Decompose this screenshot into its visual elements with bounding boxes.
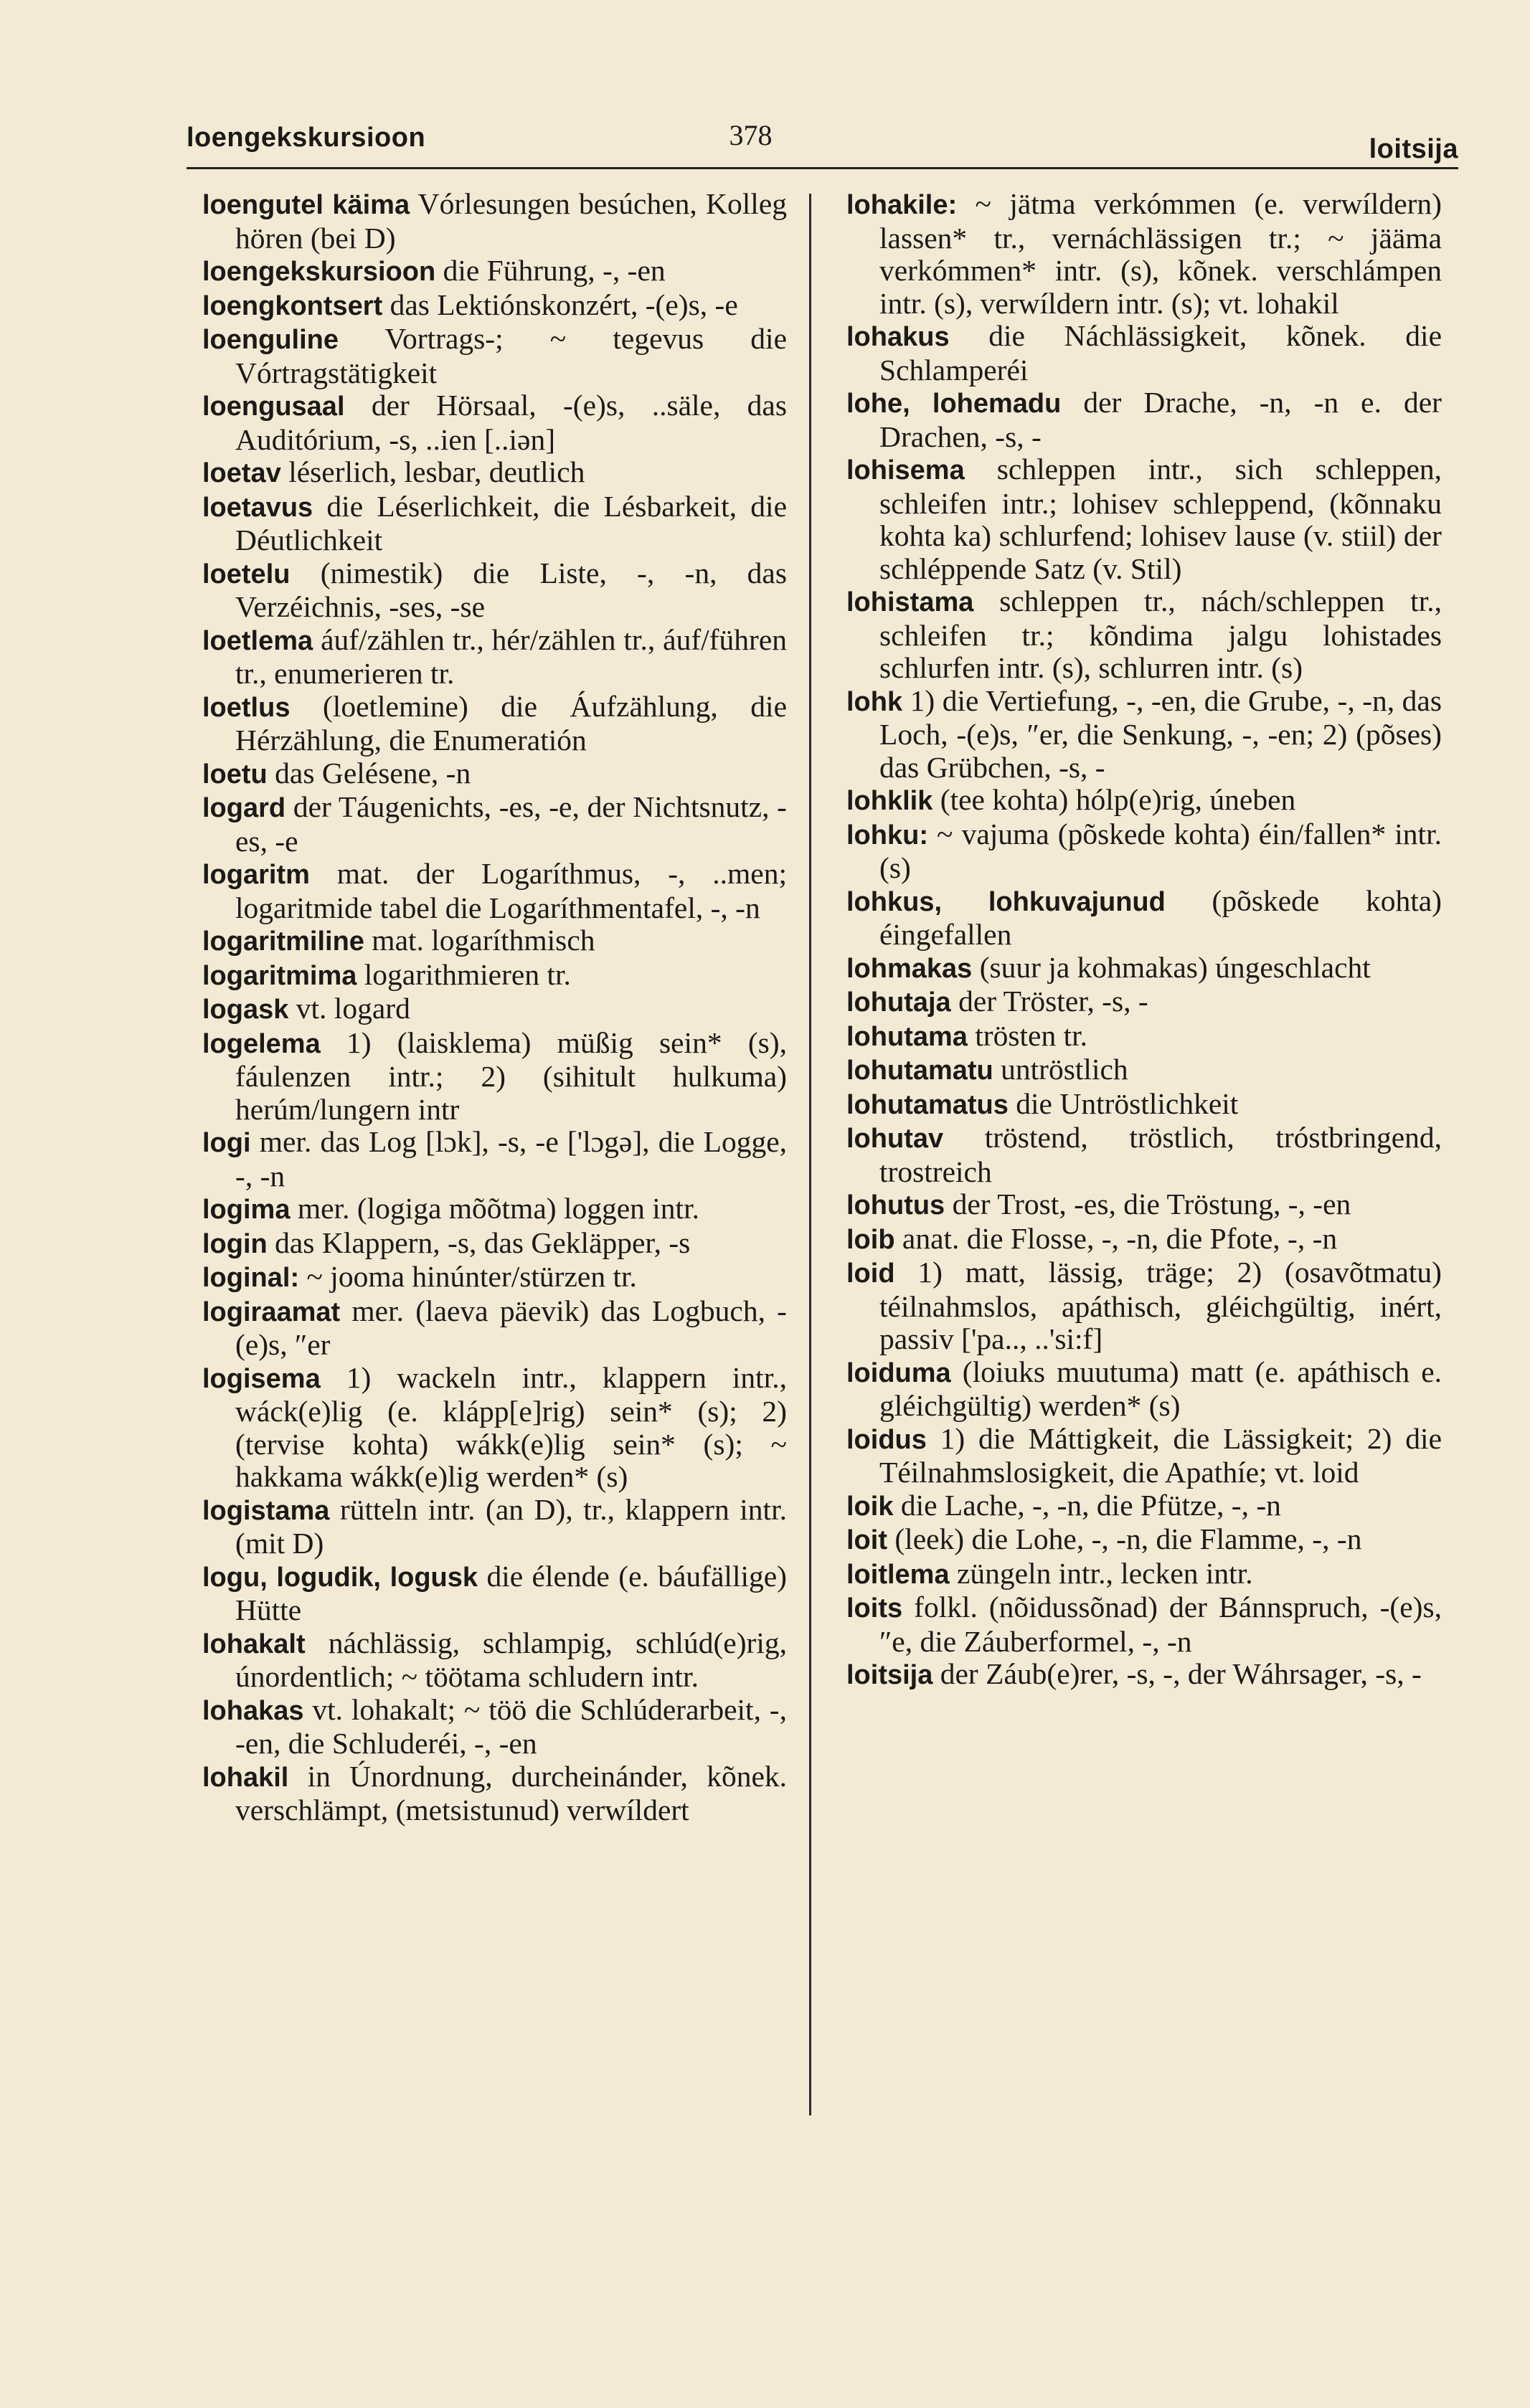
entry-headword: lohutamatus [846,1089,1009,1120]
entry-headword: lohklik [846,786,933,816]
entry-definition: (leek) die Lohe, -, -n, die Flamme, -, -n [887,1522,1362,1555]
entry-definition: mer. das Log [lɔk], -s, -e ['lɔgə], die Logge, -, -n [235,1125,787,1193]
entry-headword: loetlema [202,625,313,656]
dictionary-entry [202,1694,787,1760]
dictionary-entry [202,1494,787,1560]
entry-definition: der Trost, -es, die Tröstung, -, -en [945,1188,1351,1220]
dictionary-entry [846,585,1442,685]
dictionary-entry [846,952,1442,986]
entry-headword: lohakus [846,322,950,352]
entry-headword: logaritmiline [202,926,364,957]
entry-headword: loetlus [202,692,291,723]
entry-definition: untröstlich [993,1053,1128,1086]
entry-headword: loengutel käima [202,190,410,220]
entry-headword: loiduma [846,1357,951,1388]
dictionary-entry [846,685,1442,785]
dictionary-entry [202,757,787,792]
dictionary-entry [202,959,787,993]
page-header [186,108,1458,169]
dictionary-entry [202,1261,787,1295]
dictionary-entry [202,992,787,1027]
entry-definition: (nimestik) die Liste, -, -n, das Verzéichnis, -ses, -se [235,556,787,623]
entry-definition: (suur ja kohmakas) úngeschlacht [972,950,1371,984]
entry-headword: lohutama [846,1021,968,1052]
entry-definition: folkl. (nõidussõnad) der Bánnspruch, -(e)s, ″e, die Záuberformel, -, -n [879,1591,1442,1658]
dictionary-entry [846,985,1442,1020]
entry-headword: logisema [202,1363,321,1394]
dictionary-entry [846,1053,1442,1088]
entry-definition: mat. logaríthmisch [364,924,595,957]
entry-definition: 1) die Máttigkeit, die Lässigkeit; 2) die Téilnahmslosigkeit, die Apathíe; vt. loid [879,1421,1442,1489]
entry-headword: loidus [846,1424,927,1455]
entry-definition: die Léserlichkeit, die Lésbarkeit, die Déutlichkeit [235,489,787,556]
entry-definition: schleppen intr., sich schleppen, schleifen intr.; lohisev schleppend, (kõnnaku kohta ka) schlurfend; lohisev lause (v. stiil) der schléppende Satz (v. Stil) [879,452,1442,585]
dictionary-entry [846,1223,1442,1257]
dictionary-entry [846,1122,1442,1188]
entry-definition: (tee kohta) hólp(e)rig, úneben [932,783,1296,816]
dictionary-entry [202,624,787,691]
entry-headword: loib [846,1224,895,1255]
entry-definition: léserlich, lesbar, deutlich [280,455,585,488]
dictionary-entry [846,1020,1442,1054]
dictionary-entry [202,255,787,289]
entry-definition: (loetlemine) die Áufzählung, die Hérzählung, die Enumeratión [235,689,787,757]
dictionary-entry [202,289,787,323]
entry-definition: mer. (logiga mõõtma) loggen intr. [290,1192,699,1225]
entry-definition: die élende (e. báufällige) Hütte [235,1559,788,1626]
entry-definition: ~ jätma verkómmen (e. verwíldern) lassen* tr., vernáchlässigen tr.; ~ jääma verkómmen* intr. (s), kõnek. verschlámpen intr. (s), verwíldern intr. (s); vt. lohakil [879,187,1442,320]
entry-headword: lohmakas [846,953,973,984]
right-guide-word: loitsija [1369,134,1458,164]
entry-definition: 1) die Vertiefung, -, -en, die Grube, -, -n, das Loch, -(e)s, ″er, die Senkung, -, -en; 2) (põses) das Grübchen, -s, - [879,683,1442,784]
entry-definition: rütteln intr. (an D), tr., klappern intr. (mit D) [235,1492,787,1560]
entry-definition: vt. lohakalt; ~ töö die Schlúderarbeit, -, -en, die Schluderéi, -, -en [235,1692,787,1760]
entry-headword: lohku: [846,820,928,850]
entry-definition: áuf/zählen tr., hér/zählen tr., áuf/führen tr., enumerieren tr. [235,622,787,690]
column-divider [809,194,811,2115]
dictionary-entry [202,1760,787,1827]
dictionary-entry [846,1658,1442,1692]
right-column [846,188,1442,1692]
entry-definition: die Führung, -, -en [435,254,666,287]
dictionary-entry [846,1558,1442,1592]
entry-definition: (põskede kohta) éingefallen [879,883,1442,951]
entry-headword: loid [846,1258,895,1289]
dictionary-entry [202,1627,787,1694]
dictionary-entry [846,387,1442,453]
dictionary-entry [202,490,787,557]
dictionary-entry [846,453,1442,585]
entry-definition: die Untröstlichkeit [1008,1086,1239,1120]
dictionary-entry [202,791,787,858]
dictionary-entry [846,1188,1442,1223]
entry-definition: schleppen tr., nách/schleppen tr., schleifen tr.; kõndima jalgu lohistades schlurfen intr. (s), schlurren intr. (s) [879,584,1442,684]
entry-headword: logu, logudik, logusk [202,1562,478,1593]
entry-headword: logistama [202,1495,330,1526]
entry-headword: loginal: [202,1263,300,1293]
entry-definition: in Únordnung, durcheinánder, kõnek. verschlämpt, (metsistunud) verwíldert [235,1759,787,1826]
dictionary-entry [846,885,1442,952]
entry-headword: loengekskursioon [202,257,436,287]
entry-headword: loetav [202,458,281,488]
entry-headword: loetelu [202,559,291,589]
entry-headword: logaritm [202,860,310,890]
entry-headword: lohe, lohemadu [846,389,1062,419]
dictionary-entry [202,1560,787,1627]
dictionary-entry [202,1227,787,1261]
entry-headword: lohutus [846,1190,945,1220]
dictionary-entry [202,924,787,959]
dictionary-entry [846,1256,1442,1356]
entry-headword: lohk [846,686,903,717]
entry-headword: lohakile: [846,190,958,220]
dictionary-entry [202,1362,787,1494]
entry-definition: trösten tr. [967,1018,1088,1052]
entry-headword: lohistama [846,587,974,617]
entry-headword: lohutamatu [846,1056,993,1086]
dictionary-entry [846,784,1442,818]
entry-definition: mer. (laeva päevik) das Logbuch, -(e)s, ″er [235,1294,787,1361]
dictionary-entry [846,818,1442,885]
entry-headword: loik [846,1491,894,1522]
entry-definition: die Náchlässigkeit, kõnek. die Schlamperéi [879,319,1442,387]
dictionary-entry [846,1423,1442,1489]
entry-headword: lohakalt [202,1629,306,1659]
page-number: 378 [729,119,773,151]
dictionary-entry [202,188,787,255]
entry-definition: tröstend, tröstlich, tróstbringend, trostreich [879,1121,1442,1188]
entry-headword: lohakil [202,1762,289,1793]
header-rule [186,167,1458,169]
entry-definition: Vortrags-; ~ tegevus die Vórtragstätigkeit [235,322,787,389]
entry-definition: das Klappern, -s, das Gekläpper, -s [267,1226,691,1259]
entry-definition: der Táugenichts, -es, -e, der Nichtsnutz, -es, -e [235,790,787,858]
dictionary-entry [846,320,1442,387]
dictionary-entry [202,323,787,389]
entry-definition: 1) wackeln intr., klappern intr., wáck(e)lig (e. klápp[e]rig) sein* (s); 2) (tervise kohta) wákk(e)lig sein* (s); ~ hakkama wákk(e)lig werden* (s) [235,1360,787,1493]
entry-definition: ~ jooma hinúnter/stürzen tr. [299,1260,637,1293]
dictionary-entry [202,456,787,490]
entry-definition: mat. der Logaríthmus, -, ..men; logaritmide tabel die Logaríthmentafel, -, -n [235,857,787,924]
dictionary-entry [846,1523,1442,1558]
entry-definition: der Drache, -n, -n e. der Drachen, -s, - [879,386,1442,453]
entry-headword: lohakas [202,1695,304,1726]
entry-headword: lohkus, lohkuvajunud [846,886,1166,917]
dictionary-entry [202,1027,787,1127]
dictionary-entry [846,1489,1442,1524]
dictionary-entry [846,1356,1442,1423]
entry-headword: logiraamat [202,1297,341,1327]
entry-definition: das Gelésene, -n [267,756,471,790]
entry-definition: (loiuks muutuma) matt (e. apáthisch e. gléichgültig) werden* (s) [879,1355,1442,1422]
dictionary-entry [202,1126,787,1193]
entry-definition: 1) matt, lässig, träge; 2) (osavõtmatu) téilnahmslos, apáthisch, gléichgültig, inért, passiv ['pa.., ..'si:f] [879,1256,1442,1355]
entry-headword: logi [202,1128,251,1158]
entry-headword: loits [846,1593,903,1623]
dictionary-entry [202,1193,787,1227]
entry-headword: loetavus [202,492,313,523]
entry-definition: logarithmieren tr. [356,957,571,991]
entry-definition: der Záub(e)rer, -s, -, der Wáhrsager, -s, - [932,1657,1422,1690]
entry-definition: Vórlesungen besúchen, Kolleg hören (bei D) [235,187,787,255]
entry-headword: loetu [202,759,268,790]
entry-headword: lohutav [846,1124,944,1154]
entry-headword: loit [846,1525,887,1555]
left-guide-word: loengekskursioon [186,123,426,153]
entry-headword: logaritmima [202,960,357,991]
entry-headword: loengkontsert [202,290,383,321]
dictionary-entry [202,691,787,757]
entry-headword: loengusaal [202,392,345,422]
entry-headword: loitsija [846,1660,933,1690]
entry-definition: der Hörsaal, -(e)s, ..säle, das Auditórium, -s, ..ien [..iən] [235,389,787,456]
entry-definition: ~ vajuma (põskede kohta) éin/fallen* intr. (s) [879,817,1442,884]
entry-headword: logelema [202,1028,321,1059]
entry-headword: logima [202,1195,291,1225]
entry-definition: züngeln intr., lecken intr. [949,1556,1253,1590]
dictionary-entry [846,188,1442,320]
entry-definition: vt. logard [288,992,410,1025]
dictionary-entry [202,389,787,456]
entry-definition: náchlässig, schlampig, schlúd(e)rig, únordentlich; ~ töötama schludern intr. [235,1626,787,1693]
entry-definition: die Lache, -, -n, die Pfütze, -, -n [893,1488,1281,1522]
entry-headword: loitlema [846,1559,950,1590]
entry-headword: logask [202,995,289,1025]
dictionary-entry [202,858,787,924]
dictionary-entry [202,1295,787,1362]
entry-headword: logard [202,793,286,823]
entry-definition: der Tröster, -s, - [950,985,1148,1018]
entry-headword: login [202,1228,268,1259]
entry-definition: 1) (laisklema) müßig sein* (s), fáulenzen intr.; 2) (sihitult hulkuma) herúm/lungern intr [235,1025,787,1126]
entry-headword: lohisema [846,455,965,485]
left-column [202,188,787,1827]
dictionary-entry [846,1591,1442,1658]
dictionary-entry [202,557,787,624]
entry-definition: anat. die Flosse, -, -n, die Pfote, -, -n [894,1221,1338,1255]
entry-headword: lohutaja [846,987,951,1018]
entry-headword: loenguline [202,325,339,355]
entry-definition: das Lektiónskonzért, -(e)s, -e [382,288,738,321]
dictionary-entry [846,1088,1442,1122]
